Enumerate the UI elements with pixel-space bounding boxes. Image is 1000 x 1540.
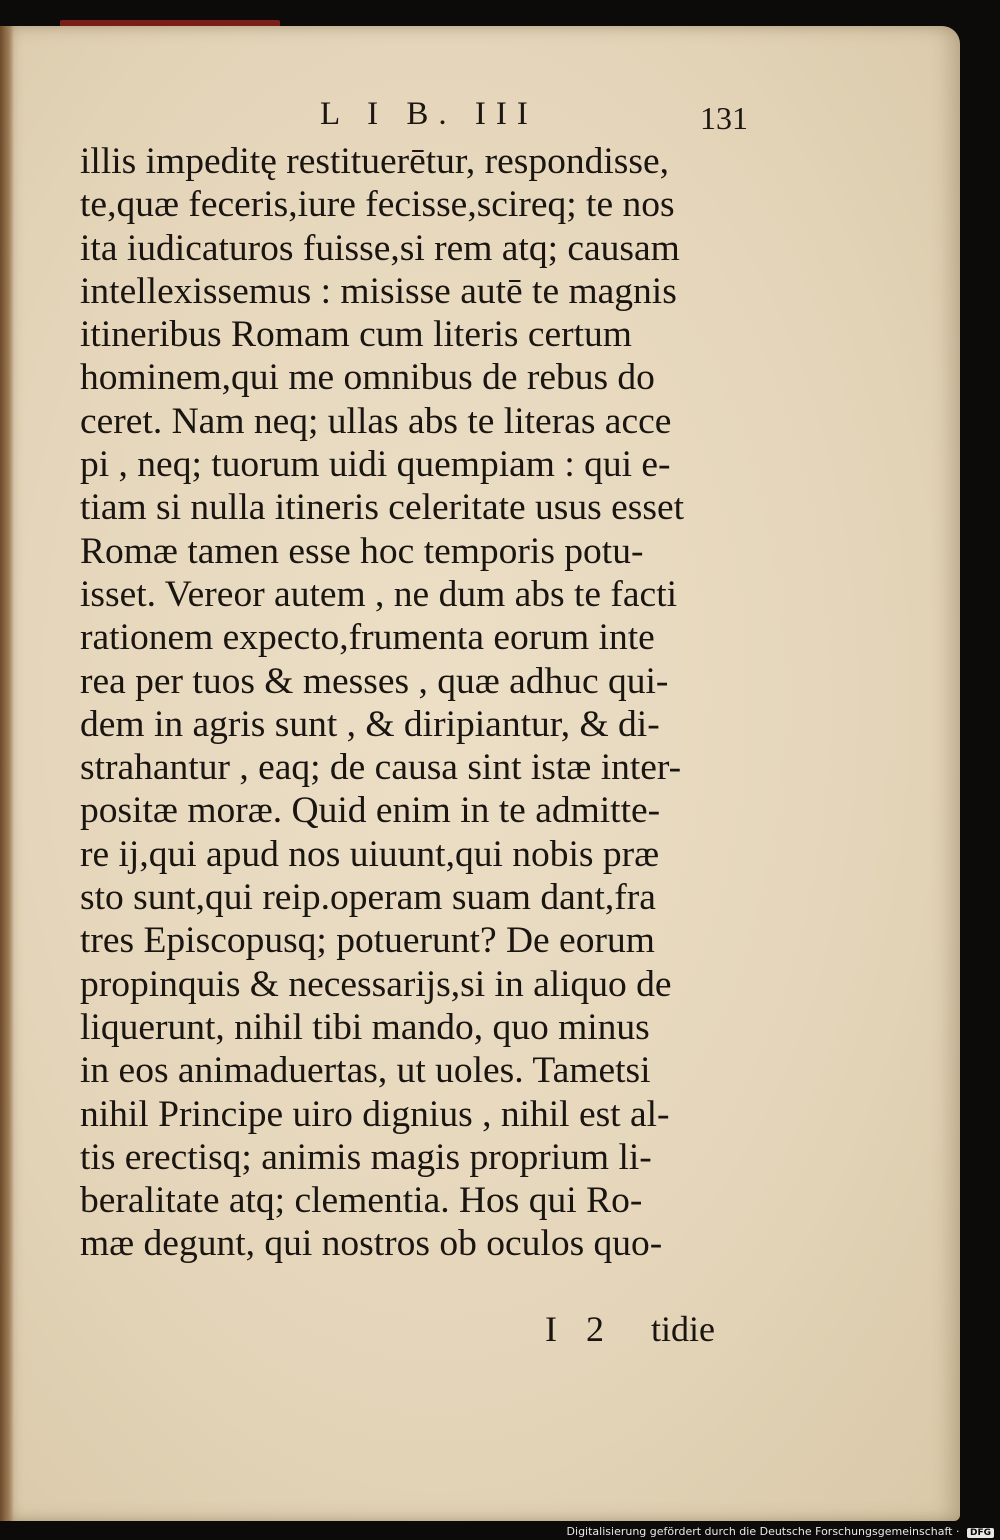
catchword: tidie bbox=[651, 1309, 715, 1349]
book-spine-edge bbox=[0, 26, 14, 1521]
text-line: rationem expecto,frumenta eorum inte bbox=[80, 617, 655, 659]
text-line: hominem,qui me omnibus de rebus do bbox=[80, 357, 655, 399]
text-line: ceret. Nam neq; ullas abs te literas acce bbox=[80, 400, 672, 442]
text-line: nihil Principe uiro dignius , nihil est al- bbox=[80, 1093, 670, 1135]
signature-number: 2 bbox=[586, 1309, 604, 1349]
text-line: itineribus Romam cum literis certum bbox=[80, 314, 632, 356]
text-line: dem in agris sunt , & diripiantur, & di- bbox=[80, 703, 660, 745]
dfg-logo: DFG bbox=[967, 1528, 994, 1538]
text-line: intellexissemus : misisse autē te magnis bbox=[80, 270, 677, 312]
text-line: te,quæ feceris,iure fecisse,scireq; te nos bbox=[80, 184, 675, 226]
text-line: tis erectisq; animis magis proprium li- bbox=[80, 1136, 652, 1178]
text-line: mæ degunt, qui nostros ob oculos quo- bbox=[80, 1223, 663, 1265]
text-line: sto sunt,qui reip.operam suam dant,fra bbox=[80, 877, 656, 919]
text-line: isset. Vereor autem , ne dum abs te facti bbox=[80, 573, 678, 615]
body-text bbox=[80, 140, 760, 1266]
text-line: in eos animaduertas, ut uoles. Tametsi bbox=[80, 1050, 651, 1092]
text-line: strahantur , eaq; de causa sint istæ inter- bbox=[80, 747, 682, 789]
catchword-line bbox=[545, 1308, 715, 1350]
credit-text: Digitalisierung gefördert durch die Deutsche Forschungsgemeinschaft bbox=[566, 1525, 953, 1538]
signature-letter: I bbox=[545, 1309, 557, 1349]
text-line: beralitate atq; clementia. Hos qui Ro- bbox=[80, 1180, 643, 1222]
text-line: re ij,qui apud nos uiuunt,qui nobis præ bbox=[80, 833, 660, 875]
text-line: tiam si nulla itineris celeritate usus esset bbox=[80, 487, 685, 529]
text-line: positæ moræ. Quid enim in te admitte- bbox=[80, 790, 661, 832]
text-line: pi , neq; tuorum uidi quempiam : qui e- bbox=[80, 444, 671, 486]
text-line: rea per tuos & messes , quæ adhuc qui- bbox=[80, 660, 669, 702]
running-head: L I B. III bbox=[320, 96, 538, 132]
text-line: ita iudicaturos fuisse,si rem atq; causam bbox=[80, 227, 680, 269]
text-line: liquerunt, nihil tibi mando, quo minus bbox=[80, 1006, 650, 1048]
text-line: tres Episcopusq; potuerunt? De eorum bbox=[80, 920, 655, 962]
page-number: 131 bbox=[700, 100, 748, 136]
text-line: illis impeditę restituerētur, respondisse, bbox=[80, 141, 669, 182]
text-line: propinquis & necessarijs,si in aliquo de bbox=[80, 963, 672, 1005]
text-line: Romæ tamen esse hoc temporis potu- bbox=[80, 530, 644, 572]
digitization-credit: Digitalisierung gefördert durch die Deutsche Forschungsgemeinschaft · DFG bbox=[567, 1525, 994, 1538]
